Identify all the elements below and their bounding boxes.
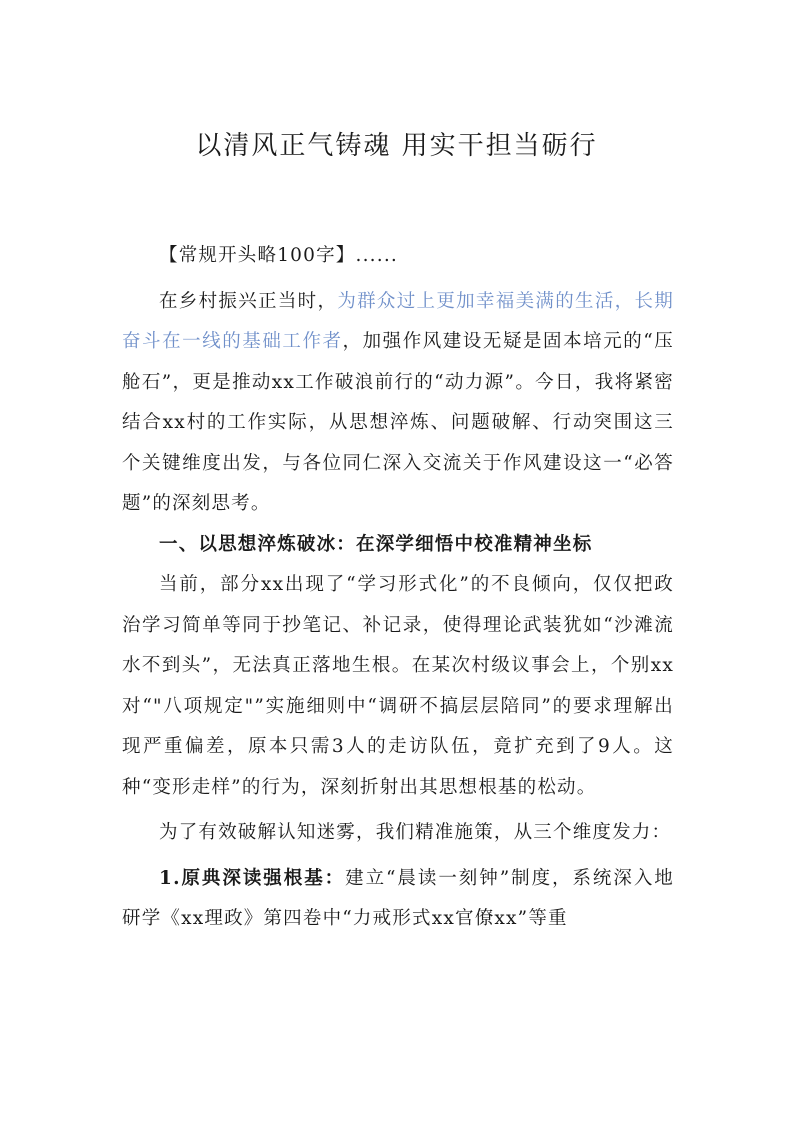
section-heading-1: 一、以思想淬炼破冰：在深学细悟中校准精神坐标 — [159, 533, 593, 555]
document-title: 以清风正气铸魂 用实干担当砺行 — [195, 131, 598, 161]
measure-1-text: 建立“晨读一刻钟”制度，系统深入地研学《xx理政》第四卷中“力戒形式xx官僚xx”等重 — [122, 867, 674, 929]
paragraph-measure-1 — [122, 859, 674, 940]
highlighted-phrase: 为群众过上更加幸福美满的生活，长期奋斗在一线的基础工作者 — [122, 290, 674, 352]
paragraph-intro-lead: 在乡村振兴正当时， — [159, 290, 338, 312]
opening-note: 【常规开头略100字】...... — [159, 245, 398, 266]
measure-1-lead: 1.原典深读强根基： — [159, 867, 346, 889]
paragraph-current-situation: 当前，部分xx出现了“学习形式化”的不良倾向，仅仅把政治学习简单等同于抄笔记、补记录，使得理论武装犹如“沙滩流水不到头”，无法真正落地生根。在某次村级议事会上，个别xx对“"八项规定"”实施细则中“调研不搞层层陪同”的要求理解出现严重偏差，原本只需3人的走访队伍，竟扩充到了9人。这种“变形走样”的行为，深刻折射出其思想根基的松动。 — [122, 574, 674, 798]
document-body — [122, 236, 674, 940]
paragraph-intro — [122, 282, 674, 525]
paragraph-intro-rest: ，加强作风建设无疑是固本培元的“压舱石”，更是推动xx工作破浪前行的“动力源”。今日，我将紧密结合xx村的工作实际，从思想淬炼、问题破解、行动突围这三个关键维度出发，与各位同仁深入交流关于作风建设这一“必答题”的深刻思考。 — [122, 331, 674, 514]
paragraph-measures-intro: 为了有效破解认知迷雾，我们精准施策，从三个维度发力： — [159, 822, 672, 843]
